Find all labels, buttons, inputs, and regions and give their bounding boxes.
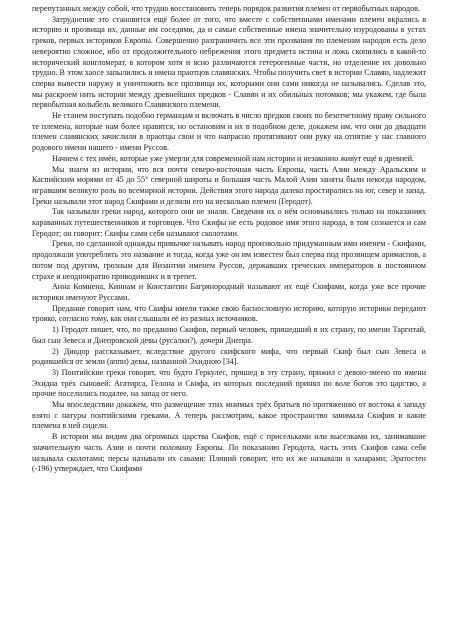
paragraph: Предание говорит нам, что Скифы имели также свою баснословную историю, которую историки передают трояко, согласно тому, как они слышали её из разных источников. bbox=[32, 303, 426, 324]
paragraph: Анна Комнена, Киннам и Константин Багрянородный называют их ещё Скифами, когда уже все прочие историки именуют Руссами. bbox=[32, 282, 426, 302]
paragraph: В истории мы видим два огромных царства Скифов, ещё с присельками или выселками их, занимавшие значительную часть Азии и почти половину Европы. По показанию Геродота, часть этих Скифов сама себя называла сколотами; персы называли их саками: Плиний говорит, что их же называли и хазарами; Эратостен (-196) утверждает, что Скифами bbox=[32, 432, 426, 474]
document-page bbox=[32, 4, 426, 475]
paragraph: Начнем с тех имён, которые уже умерли для современной нам истории и незаконно живут ещё в древней. bbox=[52, 153, 415, 163]
paragraph: Не станем поступать подобно германцам и включать в число предков своих по безотчетному праву сильного те племена, которые нам более нравятся, но остановим и их в подобном деле, докажем им, что они до двадцати племен славянских зачислили в праотцы свои и что напрасно протягивают они руку на отнятие у нас главного родового имени нашего - имени Руссов. bbox=[32, 111, 426, 153]
paragraph: Так называли греки народ, которого они не знали. Сведения их о нём основывались только на показаниях караванных путешественников и торговцев. Что Скифы не есть родовое имя этого народа, в том сознается и сам Геродот; он говорит: Скифы сами себя называют сколотами. bbox=[32, 207, 426, 238]
paragraph: Мы впоследствии докажем, что размещение этих мнимых трёх братьев по протяжению от востока к западу взято с натуры понтийскими греками. А теперь рассмотрим, какое пространство занимала Скифия и какие племена в ней сидели. bbox=[32, 400, 426, 431]
paragraph: Затруднение это становится ещё более от того, что вместе с собственными именами племен вкрались в историю и прозвища их, данные им соседями, да и самые собственные имена значительно изуродованы в устах греков, первых историков Европы. Совершенно разграничить все эти прозвания по племенам народов есть дело невероятно сложное, ибо от продолжительного небрежения этого предмета истина и ложь скопились в какой-то исторический конгломерат, в котором хотя и ясно различаются гетерогенные части, но отделение их довольно трудно. В этом хаосе запылились и имена праотцов славянских. Чтобы получить свет в истории Славян, надлежит сперва вывести наружу и уничтожить все прозвища их, которыми они сами никогда не назывались. Сделав это, мы раскроем нить истории между древнейших предков - Славян и их обильных потомков; мы укажем, где была первобытная колыбель великого Славянского племени. bbox=[32, 14, 426, 110]
paragraph: 2) Диодор рассказывает, вследствие другого скифского мифа, что первый Скиф был сын Зевеса и родившейся от земли (аппи) девы, названной Эхидною [34]. bbox=[32, 346, 426, 367]
paragraph: перепутанных между собой, что трудно восстановить теперь порядок развития племен от первобытных народов. bbox=[32, 4, 420, 13]
paragraph: Греки, по сделанной однажды привычке называть народ произвольно придуманным ими именем - Скифами, продолжали употреблять это название и тогда, когда уже он им известен был сперва под прозвищем аримаспов, а потом под другим, грозным для Византии именем Руссов, державших греческих императоров в постоянном страхе и неоднократно приводивших и в трепет. bbox=[32, 239, 426, 281]
paragraph: 3) Понтийские греки говорят, что будто Геркулес, пришед в эту страну, прижил с девою-змеею по имени Эхидна трёх сыновей: Агатирса, Гелона и Скифа, из которых последний принял по воле богов это царство, а прочие поселились подалее, на запад от него. bbox=[32, 367, 426, 399]
paragraph: 1) Геродот пишет, что, по преданию Скифов, первый человек, пришедший в их страну, по имени Таргитай, был сын Зевеса и Днепровской девы (русалки?), дочери Днепра. bbox=[32, 325, 426, 345]
paragraph: Мы знаем из истории, что вся почти северо-восточная часть Европы, часть Азии между Аральским и Каспийским морями от 45 до 55° северной широты и большая часть Малой Азии заняты были некогда народом, игравшим великую роль во всемирной истории. Действия этого народа далеко простирались на юг, север и запад. Греки называли этот народ Скифами и делили его на несколько племен (Геродот). bbox=[32, 164, 426, 206]
